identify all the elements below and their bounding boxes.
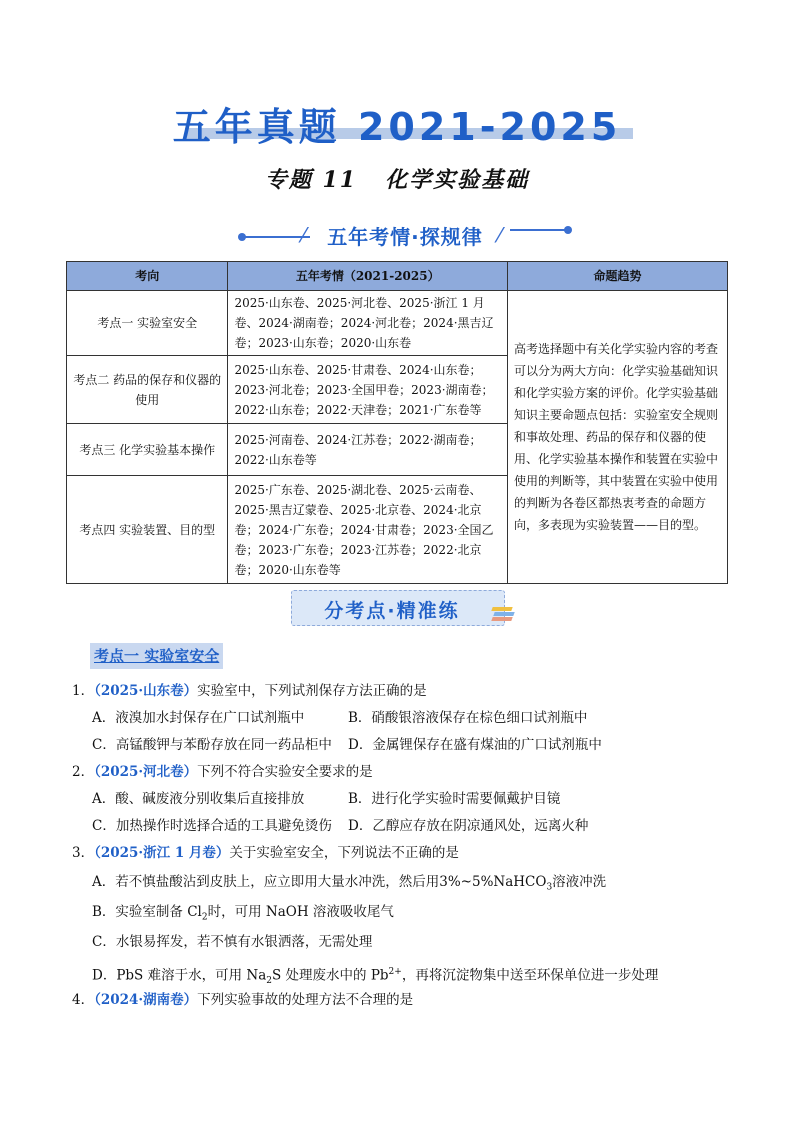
option-a: A．液溴加水封保存在广口试剂瓶中 (92, 710, 305, 726)
trend-table (66, 261, 728, 584)
question-source: （2025·河北卷） (94, 764, 198, 780)
page-subtitle (0, 163, 794, 194)
decor-line (510, 229, 570, 231)
question-1: 1．（2025·山东卷）实验室中，下列试剂保存方法正确的是 (72, 683, 427, 699)
table-row (67, 291, 728, 356)
option-a: A．若不慎盐酸沾到皮肤上，应立即用大量水冲洗，然后用3%~5%NaHCO$_3$溶液冲洗 (92, 874, 607, 893)
option-d: D．乙醇应存放在阴凉通风处，远离火种 (348, 818, 589, 834)
section-title: 分考点·精准练 (324, 600, 460, 622)
option-b: B．实验室制备 $Cl_2$时，可用 NaOH 溶液吸收尾气 (92, 904, 394, 923)
question-3: 3．（2025·浙江 1 月卷）关于实验室安全，下列说法不正确的是 (72, 845, 459, 861)
header-topic: 考向 (67, 262, 228, 291)
option-a: A．酸、碱废液分别收集后直接排放 (92, 791, 305, 807)
kp1-heading: 考点一 实验室安全 (90, 643, 223, 669)
subtitle-topic: 专题 11 (264, 167, 358, 193)
table-header-row (67, 262, 728, 291)
option-c: C．高锰酸钾与苯酚存放在同一药品柜中 (92, 737, 332, 753)
subtitle-name: 化学实验基础 (385, 167, 530, 193)
topic-cell: 考点二 药品的保存和仪器的使用 (67, 356, 228, 424)
section-title: 五年考情·探规律 (327, 225, 483, 249)
slash-icon: ⁄ (498, 223, 502, 247)
topic-cell: 考点四 实验装置、目的型 (67, 476, 228, 584)
topic-cell: 考点三 化学实验基本操作 (67, 424, 228, 476)
question-2: 2．（2025·河北卷）下列不符合实验安全要求的是 (72, 764, 373, 780)
years-cell: 2025·山东卷、2025·甘肃卷、2024·山东卷；2023·河北卷；2023·全国甲卷；2023·湖南卷；2022·山东卷；2022·天津卷；2021·广东卷等 (228, 356, 508, 424)
option-b: B．进行化学实验时需要佩戴护目镜 (348, 791, 561, 807)
question-source: （2025·山东卷） (94, 683, 198, 699)
decor-dot (564, 226, 572, 234)
header-trend: 命题趋势 (507, 262, 727, 291)
question-source: （2025·浙江 1 月卷） (94, 845, 230, 861)
years-cell: 2025·河南卷、2024·江苏卷；2022·湖南卷；2022·山东卷等 (228, 424, 508, 476)
question-4: 4．（2024·湖南卷）下列实验事故的处理方法不合理的是 (72, 992, 414, 1008)
topic-cell: 考点一 实验室安全 (67, 291, 228, 356)
question-source: （2024·湖南卷） (94, 992, 198, 1008)
years-cell: 2025·山东卷、2025·河北卷、2025·浙江 1 月卷、2024·湖南卷；2024·河北卷；2024·黑吉辽卷；2023·山东卷；2020·山东卷 (228, 291, 508, 356)
question-stem: 下列实验事故的处理方法不合理的是 (197, 992, 414, 1008)
slash-icon: ⁄ (302, 223, 306, 247)
header-years: 五年考情（2021-2025） (228, 262, 508, 291)
option-b: B．硝酸银溶液保存在棕色细口试剂瓶中 (348, 710, 588, 726)
option-d: D．金属锂保存在盛有煤油的广口试剂瓶中 (348, 737, 602, 753)
option-d: D．PbS 难溶于水，可用 $Na_2S$ 处理废水中的 $Pb^{2+}$，再将沉淀物集中送至环保单位进一步处理 (92, 967, 659, 987)
question-stem: 下列不符合实验安全要求的是 (197, 764, 373, 780)
question-stem: 关于实验室安全，下列说法不正确的是 (229, 845, 459, 861)
years-cell: 2025·广东卷、2025·湖北卷、2025·云南卷、2025·黑吉辽蒙卷、2025·北京卷、2024·北京卷；2024·广东卷；2024·甘肃卷；2023·全国乙卷；2023·广东卷；2023·江苏卷；2022·北京卷；2020·山东卷等 (228, 476, 508, 584)
books-icon (492, 607, 514, 621)
section-header-trends (240, 220, 570, 250)
page-title-wrap (0, 96, 794, 151)
option-c: C．水银易挥发，若不慎有水银洒落，无需处理 (92, 934, 373, 950)
trend-cell: 高考选择题中有关化学实验内容的考查可以分为两大方向：化学实验基础知识和化学实验方案的评价。化学实验基础知识主要命题点包括：实验室安全规则和事故处理、药品的保存和仪器的使用、化学实验基本操作和装置在实验中使用的判断等，其中装置在实验中使用的判断为各卷区都热衷考查的命题方向，多表现为实验装置——目的型。 (507, 291, 727, 584)
option-c: C．加热操作时选择合适的工具避免烫伤 (92, 818, 332, 834)
decor-line (240, 236, 310, 238)
question-stem: 实验室中，下列试剂保存方法正确的是 (197, 683, 427, 699)
page-title: 五年真题 2021-2025 (172, 105, 622, 149)
section-header-practice (291, 590, 505, 626)
